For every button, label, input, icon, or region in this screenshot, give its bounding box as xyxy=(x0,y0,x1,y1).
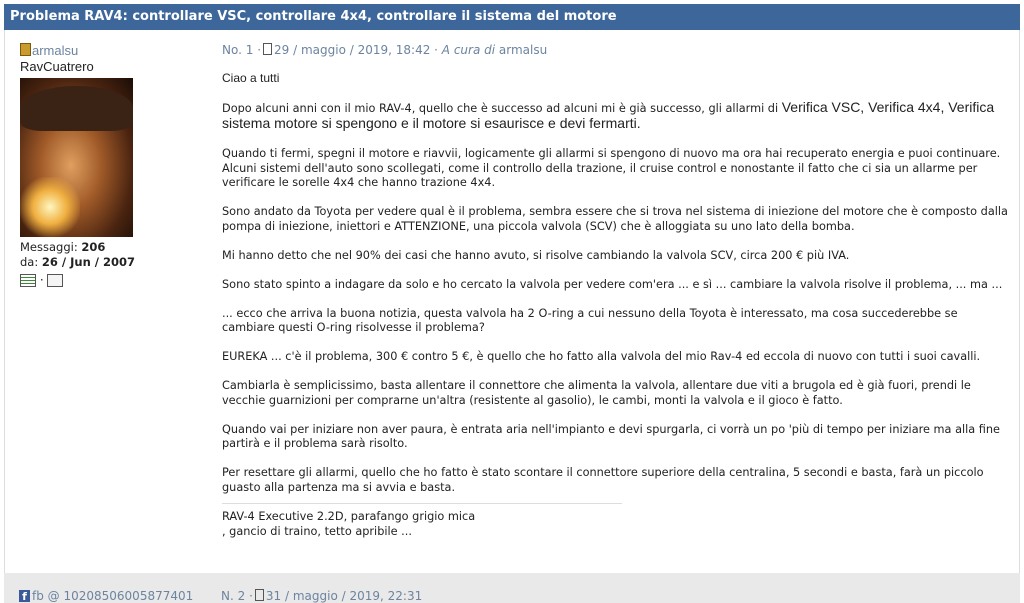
paragraph: Sono andato da Toyota per vedere qual è il problema, sembra essere che si trova nel sistema di iniezione del motore che è composto dalla pompa di iniezione, iniettori e ATTENZIONE, una piccola valvola (SCV) che è alloggiata su uno lato della bomba. xyxy=(222,205,1008,233)
paragraph: Sono stato spinto a indagare da solo e ho cercato la valvola per vedere com'era ... e sì ... cambiare la valvola risolve il problema, ... ma ... xyxy=(222,277,1003,291)
paragraph: Per resettare gli allarmi, quello che ho fatto è stato scontare il connettore superiore della centralina, 5 secondi e basta, farà un piccolo guasto alla partenza ma si avvia e basta. xyxy=(222,466,984,494)
post-2 xyxy=(4,573,1020,603)
paragraph: EUREKA ... c'è il problema, 300 € contro 5 €, è quello che ho fatto alla valvola del mio Rav-4 ed eccola di nuovo con tutti i suoi cavalli. xyxy=(222,350,981,363)
post-number-link[interactable]: No. 1 xyxy=(222,43,254,57)
user-status-icon xyxy=(20,43,31,56)
facebook-icon: f xyxy=(19,590,30,602)
paragraph: Quando vai per iniziare non aver paura, è entrata aria nell'impianto e devi spurgarla, ci vorrà un po 'più di tempo per iniziare ma alla fine partirà e il problema sarà risolto. xyxy=(222,422,1001,450)
message-count: Messaggi: 206 xyxy=(20,240,106,254)
post2-author[interactable]: f fb @ 10208506005877401 xyxy=(19,589,193,603)
author-rank: RavCuatrero xyxy=(20,59,94,74)
post-date: 31 / maggio / 2019, 22:31 xyxy=(265,589,423,603)
document-icon xyxy=(255,589,264,601)
post-author-panel: armalsu RavCuatrero Messaggi: 206 da: 26 / Jun / 2007 · xyxy=(20,43,200,287)
signature-divider xyxy=(222,503,622,504)
signature: RAV-4 Executive 2.2D, parafango grigio mica , gancio di traino, tetto apribile ... xyxy=(222,510,476,538)
post-body xyxy=(222,43,1012,539)
by-author-link[interactable]: armalsu xyxy=(498,43,548,57)
paragraph: Cambiarla è semplicissimo, basta allentare il connettore che alimenta la valvola, allentare due viti a brugola ed è già fuori, prendi le vecchie guarnizioni per comprarne un'altra (resistente al gasolio), le cambi, monti la valvola e il gioco è fatto. xyxy=(222,379,971,407)
post-1 xyxy=(4,30,1020,573)
member-since: da: 26 / Jun / 2007 xyxy=(20,255,135,269)
by-label: A cura di xyxy=(441,43,496,57)
avatar xyxy=(20,78,133,237)
post-meta: No. 1 · 29 / maggio / 2019, 18:42 · A cura di armalsu xyxy=(222,43,548,57)
paragraph: Mi hanno detto che nel 90% dei casi che hanno avuto, si risolve cambiando la valvola SCV, circa 200 € più IVA. xyxy=(222,248,850,262)
greeting: Ciao a tutti xyxy=(222,70,280,85)
private-message-icon[interactable] xyxy=(47,274,63,287)
profile-icon[interactable] xyxy=(20,274,36,287)
paragraph: Dopo alcuni anni con il mio RAV-4, quello che è successo ad alcuni mi è già successo, gli allarmi di Verifica VSC, Verifica 4x4, Verifica sistema motore si spengono e il motore si esaurisce e devi fermarti. xyxy=(222,98,995,131)
thread-title: Problema RAV4: controllare VSC, controllare 4x4, controllare il sistema del motore xyxy=(4,4,1020,30)
post2-meta: N. 2 · 31 / maggio / 2019, 22:31 xyxy=(221,589,423,603)
author-link[interactable]: armalsu xyxy=(32,43,79,58)
document-icon xyxy=(263,43,272,55)
post-number-link[interactable]: N. 2 xyxy=(221,589,246,603)
paragraph: Quando ti fermi, spegni il motore e riavvii, logicamente gli allarmi si spengono di nuovo ma ora hai recuperato energia e puoi continuare. Alcuni sistemi dell'auto sono scollegati, come il controllo della trazione, il cruise control e nonostante il fatto che ci sia un allarme per verificare le sorelle 4x4 che hanno trazione 4x4. xyxy=(222,147,1001,189)
paragraph: ... ecco che arriva la buona notizia, questa valvola ha 2 O-ring a cui nessuno della Toyota è interessato, ma cosa succederebbe se cambiare questi O-ring risolvesse il problema? xyxy=(222,306,958,334)
post-date: 29 / maggio / 2019, 18:42 xyxy=(274,43,431,57)
